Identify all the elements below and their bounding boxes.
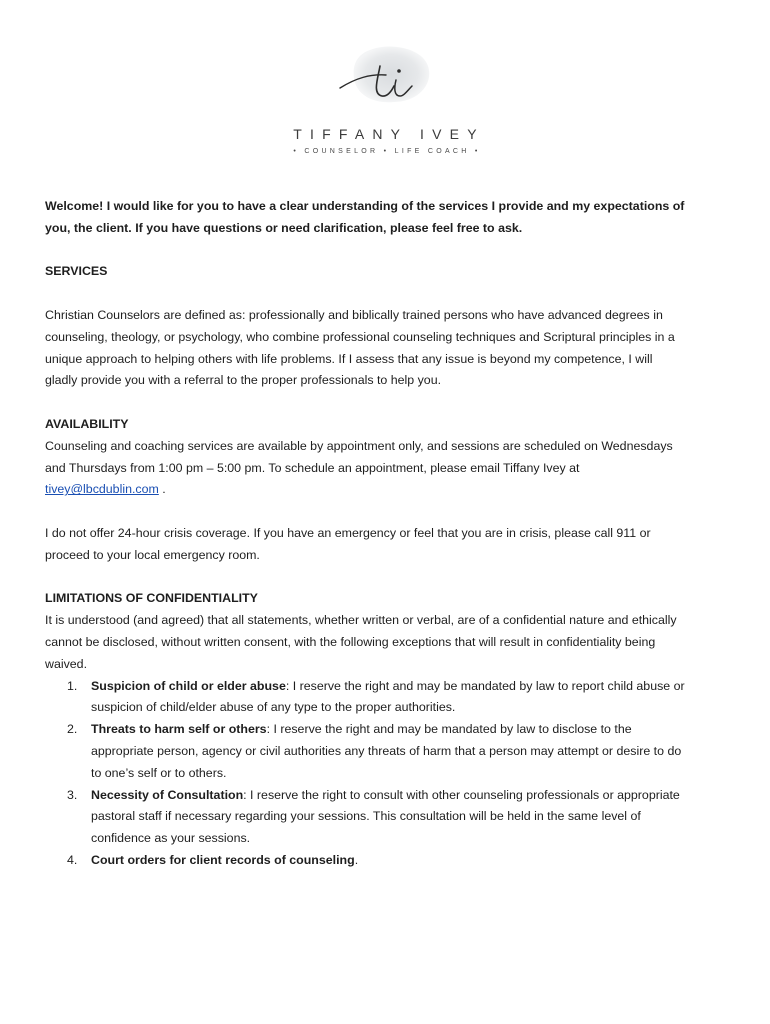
list-item bbox=[45, 785, 685, 850]
list-item-number: 4. bbox=[67, 852, 78, 867]
list-item bbox=[45, 676, 685, 720]
availability-text: Counseling and coaching services are available by appointment only, and sessions are scheduled on Wednesdays and Thursdays from 1:00 pm – 5:00 pm. To schedule an appointment, please email Tiffany Ivey at bbox=[45, 438, 673, 475]
list-item-number: 3. bbox=[67, 787, 78, 802]
list-item-title: Suspicion of child or elder abuse bbox=[91, 678, 286, 693]
list-item-title: Threats to harm self or others bbox=[91, 722, 267, 737]
list-item-number: 1. bbox=[67, 678, 78, 693]
logo-monogram-text: ti bbox=[330, 44, 331, 45]
availability-text-end: . bbox=[158, 482, 166, 497]
availability-paragraph bbox=[45, 436, 685, 501]
services-heading: SERVICES bbox=[45, 264, 108, 279]
email-link[interactable]: tivey@lbcdublin.com bbox=[45, 482, 159, 497]
list-item-text: : I reserve the right and may be mandated by law to disclose to the appropriate person, agency or civil authorities any threats of harm that a person may attempt or desire to do to one’s self or to others. bbox=[91, 722, 682, 780]
confidentiality-heading: LIMITATIONS OF CONFIDENTIALITY bbox=[45, 591, 258, 606]
confidentiality-paragraph: It is understood (and agreed) that all statements, whether written or verbal, are of a confidential nature and ethically cannot be disclosed, without written consent, with the following exceptions that will result in confidentiality being waived. bbox=[45, 613, 677, 671]
list-item bbox=[45, 850, 685, 872]
document-body bbox=[45, 196, 685, 872]
list-item-title: Court orders for client records of counseling bbox=[91, 852, 355, 867]
list-item-number: 2. bbox=[67, 722, 78, 737]
list-item bbox=[45, 719, 685, 784]
crisis-paragraph: I do not offer 24-hour crisis coverage. If you have an emergency or feel that you are in crisis, please call 911 or proceed to your local emergency room. bbox=[45, 525, 651, 562]
list-item-text: . bbox=[354, 852, 359, 867]
list-item-text: : I reserve the right to consult with other counseling professionals or appropriate pastoral staff if necessary regarding your sessions. This consultation will be held in the same level of confidence as your sessions. bbox=[91, 787, 680, 846]
brand-name: TIFFANY IVEY bbox=[293, 126, 485, 142]
logo bbox=[0, 44, 770, 155]
brand-tagline: • COUNSELOR • LIFE COACH • bbox=[293, 148, 481, 155]
logo-monogram bbox=[330, 44, 440, 106]
exceptions-list bbox=[45, 676, 685, 872]
list-item-text: : I reserve the right and may be mandated by law to report child abuse or suspicion of child/elder abuse of any type to the proper authorities. bbox=[91, 678, 685, 715]
availability-heading: AVAILABILITY bbox=[45, 416, 129, 431]
services-paragraph: Christian Counselors are defined as: professionally and biblically trained persons who have advanced degrees in counseling, theology, or psychology, who combine professional counseling techniques and Scriptural principles in a unique approach to helping others with life problems. If I assess that any issue is beyond my competence, I will gladly provide you with a referral to the proper professionals to help you. bbox=[45, 307, 675, 388]
intro-paragraph: Welcome! I would like for you to have a clear understanding of the services I provide and my expectations of you, the client. If you have questions or need clarification, please feel free to ask. bbox=[45, 199, 685, 235]
list-item-title: Necessity of Consultation bbox=[91, 787, 244, 802]
